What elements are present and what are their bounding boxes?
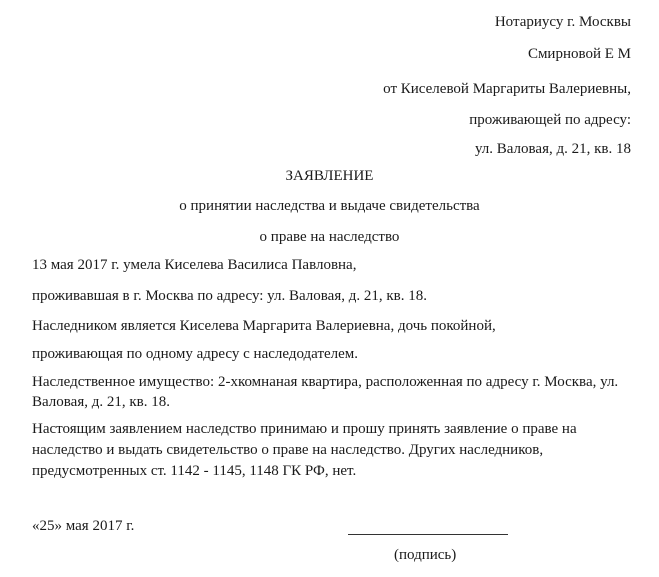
body-line-8: наследство и выдать свидетельство о праве на наследство. Других наследников, [32,442,544,458]
applicant-address: ул. Валовая, д. 21, кв. 18 [474,141,631,157]
addressee-line: Нотариусу г. Москвы [494,14,631,30]
body-line-9: предусмотренных ст. 1142 - 1145, 1148 ГК РФ, нет. [32,463,357,479]
body-line-1: 13 мая 2017 г. умела Киселева Василиса Павловна, [32,257,357,273]
body-line-7: Настоящим заявлением наследство принимаю и прошу принять заявление о праве на [32,421,577,437]
signature-label: (подпись) [394,547,457,563]
document-title: ЗАЯВЛЕНИЕ [285,168,374,184]
document-subtitle-2: о праве на наследство [259,229,400,245]
application-date: «25» мая 2017 г. [32,518,135,534]
body-line-3: Наследником является Киселева Маргарита Валериевна, дочь покойной, [32,318,496,334]
addressee-name: Смирновой Е М [527,46,631,62]
body-line-2: проживавшая в г. Москва по адресу: ул. Валовая, д. 21, кв. 18. [32,288,427,304]
applicant-line: от Киселевой Маргариты Валериевны, [383,81,631,97]
body-line-6: Валовая, д. 21, кв. 18. [32,394,170,410]
document-subtitle-1: о принятии наследства и выдаче свидетельства [179,198,480,214]
signature-line [348,534,508,535]
body-line-5: Наследственное имущество: 2-хкомнаная квартира, расположенная по адресу г. Москва, ул. [32,374,619,390]
body-line-4: проживающая по одному адресу с наследодателем. [32,346,359,362]
applicant-address-label: проживающей по адресу: [469,112,631,128]
